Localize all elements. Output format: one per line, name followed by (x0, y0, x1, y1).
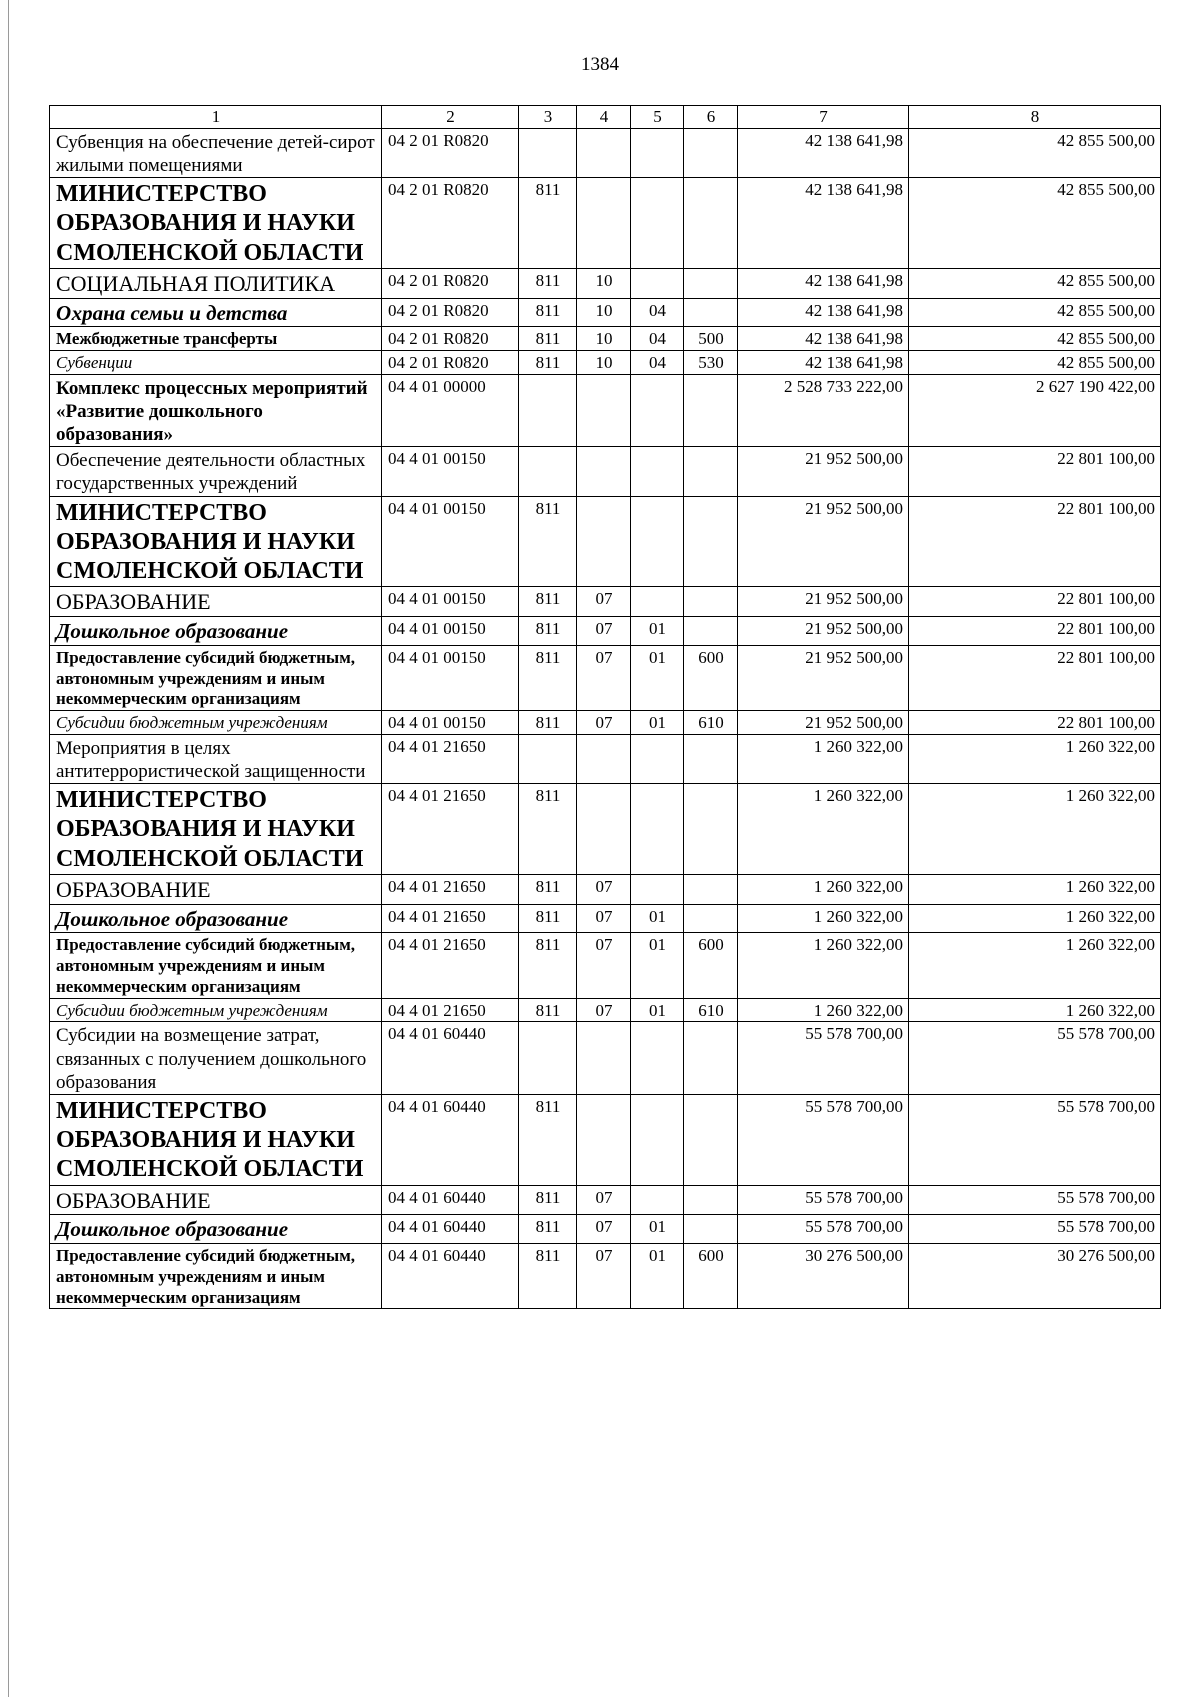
row-value7-cell: 21 952 500,00 (738, 447, 909, 496)
row-col3-cell: 811 (519, 784, 577, 875)
row-value8-cell: 42 855 500,00 (909, 351, 1161, 375)
row-col4-cell (577, 178, 631, 269)
row-value7-cell: 1 260 322,00 (738, 933, 909, 998)
row-value8-cell: 1 260 322,00 (909, 998, 1161, 1022)
table-row (50, 874, 1161, 904)
row-code-cell: 04 4 01 21650 (382, 874, 519, 904)
row-code-cell: 04 4 01 21650 (382, 784, 519, 875)
row-col3-cell: 811 (519, 587, 577, 617)
row-col4-cell: 07 (577, 587, 631, 617)
row-col6-cell: 530 (684, 351, 738, 375)
table-row (50, 327, 1161, 351)
row-value7-cell: 42 138 641,98 (738, 178, 909, 269)
table-row (50, 178, 1161, 269)
row-col5-cell (631, 587, 684, 617)
row-code-cell: 04 2 01 R0820 (382, 298, 519, 327)
row-col4-cell: 10 (577, 268, 631, 298)
row-value7-cell: 55 578 700,00 (738, 1185, 909, 1215)
row-value8-cell: 55 578 700,00 (909, 1022, 1161, 1095)
row-value8-cell: 22 801 100,00 (909, 587, 1161, 617)
row-name-cell: Субсидии на возмещение затрат, связанных с получением дошкольного образования (50, 1022, 382, 1095)
row-col6-cell (684, 1094, 738, 1185)
row-value7-cell: 42 138 641,98 (738, 268, 909, 298)
row-col3-cell (519, 374, 577, 447)
table-row (50, 617, 1161, 646)
row-value7-cell: 42 138 641,98 (738, 327, 909, 351)
table-row (50, 904, 1161, 933)
row-code-cell: 04 4 01 00150 (382, 711, 519, 735)
row-name-cell: Дошкольное образование (50, 904, 382, 933)
budget-table-body (50, 106, 1161, 1309)
row-col4-cell: 07 (577, 1185, 631, 1215)
row-code-cell: 04 2 01 R0820 (382, 128, 519, 177)
row-code-cell: 04 2 01 R0820 (382, 178, 519, 269)
row-col4-cell: 10 (577, 351, 631, 375)
row-value8-cell: 22 801 100,00 (909, 496, 1161, 587)
row-name-cell: ОБРАЗОВАНИЕ (50, 1185, 382, 1215)
table-row (50, 128, 1161, 177)
row-col5-cell: 01 (631, 998, 684, 1022)
row-code-cell: 04 4 01 00150 (382, 496, 519, 587)
table-row (50, 1022, 1161, 1095)
row-value8-cell: 22 801 100,00 (909, 711, 1161, 735)
row-col6-cell (684, 1185, 738, 1215)
table-row (50, 447, 1161, 496)
row-value7-cell: 21 952 500,00 (738, 496, 909, 587)
row-col5-cell: 04 (631, 298, 684, 327)
row-value7-cell: 1 260 322,00 (738, 874, 909, 904)
row-code-cell: 04 4 01 60440 (382, 1185, 519, 1215)
row-code-cell: 04 4 01 21650 (382, 904, 519, 933)
row-value7-cell: 2 528 733 222,00 (738, 374, 909, 447)
row-name-cell: МИНИСТЕРСТВО ОБРАЗОВАНИЯ И НАУКИ СМОЛЕНСКОЙ ОБЛАСТИ (50, 784, 382, 875)
row-col4-cell: 07 (577, 998, 631, 1022)
row-col6-cell (684, 784, 738, 875)
row-col4-cell: 07 (577, 874, 631, 904)
row-col5-cell (631, 1185, 684, 1215)
header-row (50, 106, 1161, 129)
row-value7-cell: 1 260 322,00 (738, 734, 909, 783)
row-col3-cell (519, 447, 577, 496)
row-col5-cell: 01 (631, 645, 684, 710)
row-name-cell: ОБРАЗОВАНИЕ (50, 587, 382, 617)
row-name-cell: Субвенции (50, 351, 382, 375)
row-col4-cell (577, 734, 631, 783)
row-name-cell: Субсидии бюджетным учреждениям (50, 998, 382, 1022)
row-col3-cell: 811 (519, 496, 577, 587)
row-name-cell: Обеспечение деятельности областных государственных учреждений (50, 447, 382, 496)
row-col6-cell: 600 (684, 645, 738, 710)
row-col4-cell: 07 (577, 1215, 631, 1244)
table-row (50, 351, 1161, 375)
row-col3-cell: 811 (519, 351, 577, 375)
header-col-5: 5 (631, 106, 684, 129)
row-value8-cell: 2 627 190 422,00 (909, 374, 1161, 447)
row-col6-cell (684, 617, 738, 646)
row-col3-cell: 811 (519, 1215, 577, 1244)
row-col6-cell: 600 (684, 933, 738, 998)
row-col4-cell (577, 784, 631, 875)
row-value8-cell: 1 260 322,00 (909, 933, 1161, 998)
row-value7-cell: 55 578 700,00 (738, 1022, 909, 1095)
row-value7-cell: 42 138 641,98 (738, 298, 909, 327)
row-name-cell: ОБРАЗОВАНИЕ (50, 874, 382, 904)
row-value7-cell: 55 578 700,00 (738, 1094, 909, 1185)
row-name-cell: МИНИСТЕРСТВО ОБРАЗОВАНИЯ И НАУКИ СМОЛЕНСКОЙ ОБЛАСТИ (50, 1094, 382, 1185)
row-col3-cell (519, 734, 577, 783)
row-value8-cell: 42 855 500,00 (909, 327, 1161, 351)
row-col6-cell (684, 734, 738, 783)
row-col4-cell: 07 (577, 645, 631, 710)
row-name-cell: СОЦИАЛЬНАЯ ПОЛИТИКА (50, 268, 382, 298)
row-col5-cell (631, 874, 684, 904)
row-value7-cell: 21 952 500,00 (738, 587, 909, 617)
row-col4-cell (577, 447, 631, 496)
row-name-cell: МИНИСТЕРСТВО ОБРАЗОВАНИЯ И НАУКИ СМОЛЕНСКОЙ ОБЛАСТИ (50, 178, 382, 269)
row-col5-cell (631, 1022, 684, 1095)
row-name-cell: Охрана семьи и детства (50, 298, 382, 327)
row-col6-cell: 610 (684, 711, 738, 735)
row-col5-cell: 01 (631, 711, 684, 735)
row-code-cell: 04 4 01 00150 (382, 645, 519, 710)
row-col3-cell: 811 (519, 711, 577, 735)
row-value8-cell: 55 578 700,00 (909, 1215, 1161, 1244)
header-col-1: 1 (50, 106, 382, 129)
budget-table (49, 105, 1161, 1309)
table-row (50, 784, 1161, 875)
row-name-cell: Дошкольное образование (50, 617, 382, 646)
row-code-cell: 04 4 01 00150 (382, 617, 519, 646)
row-col3-cell: 811 (519, 178, 577, 269)
row-name-cell: Комплекс процессных мероприятий «Развитие дошкольного образования» (50, 374, 382, 447)
header-col-8: 8 (909, 106, 1161, 129)
row-code-cell: 04 4 01 60440 (382, 1215, 519, 1244)
table-row (50, 374, 1161, 447)
table-row (50, 268, 1161, 298)
table-row (50, 645, 1161, 710)
row-col5-cell (631, 178, 684, 269)
row-value8-cell: 22 801 100,00 (909, 617, 1161, 646)
row-col6-cell (684, 374, 738, 447)
row-name-cell: Предоставление субсидий бюджетным, автономным учреждениям и иным некоммерческим организациям (50, 1244, 382, 1309)
header-col-7: 7 (738, 106, 909, 129)
row-col4-cell: 07 (577, 1244, 631, 1309)
row-col6-cell (684, 1022, 738, 1095)
row-value7-cell: 21 952 500,00 (738, 711, 909, 735)
row-code-cell: 04 4 01 60440 (382, 1094, 519, 1185)
page-number: 1384 (581, 54, 619, 75)
row-col3-cell: 811 (519, 327, 577, 351)
row-col3-cell: 811 (519, 617, 577, 646)
row-name-cell: Дошкольное образование (50, 1215, 382, 1244)
table-row (50, 587, 1161, 617)
table-row (50, 933, 1161, 998)
row-name-cell: Субсидии бюджетным учреждениям (50, 711, 382, 735)
row-col3-cell: 811 (519, 298, 577, 327)
row-col6-cell (684, 587, 738, 617)
row-value8-cell: 30 276 500,00 (909, 1244, 1161, 1309)
row-name-cell: Предоставление субсидий бюджетным, автономным учреждениям и иным некоммерческим организациям (50, 645, 382, 710)
row-col5-cell (631, 447, 684, 496)
row-col4-cell: 07 (577, 617, 631, 646)
row-col4-cell: 07 (577, 711, 631, 735)
header-col-6: 6 (684, 106, 738, 129)
row-code-cell: 04 2 01 R0820 (382, 268, 519, 298)
row-col3-cell: 811 (519, 904, 577, 933)
table-row (50, 496, 1161, 587)
row-col6-cell: 600 (684, 1244, 738, 1309)
row-col3-cell: 811 (519, 1185, 577, 1215)
row-name-cell: Субвенция на обеспечение детей-сирот жилыми помещениями (50, 128, 382, 177)
row-col3-cell (519, 1022, 577, 1095)
row-value7-cell: 30 276 500,00 (738, 1244, 909, 1309)
row-value7-cell: 42 138 641,98 (738, 128, 909, 177)
row-value7-cell: 42 138 641,98 (738, 351, 909, 375)
row-col3-cell: 811 (519, 645, 577, 710)
row-col6-cell (684, 178, 738, 269)
row-value8-cell: 1 260 322,00 (909, 874, 1161, 904)
row-col4-cell: 07 (577, 933, 631, 998)
row-col6-cell (684, 268, 738, 298)
row-code-cell: 04 4 01 00150 (382, 587, 519, 617)
row-col6-cell (684, 1215, 738, 1244)
row-col6-cell: 500 (684, 327, 738, 351)
row-col3-cell: 811 (519, 874, 577, 904)
row-col5-cell (631, 374, 684, 447)
row-name-cell: МИНИСТЕРСТВО ОБРАЗОВАНИЯ И НАУКИ СМОЛЕНСКОЙ ОБЛАСТИ (50, 496, 382, 587)
row-col5-cell (631, 1094, 684, 1185)
header-col-4: 4 (577, 106, 631, 129)
row-col6-cell (684, 904, 738, 933)
row-col5-cell: 04 (631, 351, 684, 375)
row-value8-cell: 55 578 700,00 (909, 1094, 1161, 1185)
row-value8-cell: 22 801 100,00 (909, 447, 1161, 496)
row-name-cell: Предоставление субсидий бюджетным, автономным учреждениям и иным некоммерческим организациям (50, 933, 382, 998)
row-col6-cell (684, 128, 738, 177)
row-code-cell: 04 4 01 21650 (382, 933, 519, 998)
row-col6-cell (684, 298, 738, 327)
header-col-2: 2 (382, 106, 519, 129)
row-col5-cell (631, 268, 684, 298)
table-row (50, 1094, 1161, 1185)
row-code-cell: 04 4 01 60440 (382, 1022, 519, 1095)
scan-edge-line (8, 0, 9, 1697)
row-col4-cell (577, 1094, 631, 1185)
row-value7-cell: 21 952 500,00 (738, 617, 909, 646)
row-col5-cell (631, 784, 684, 875)
row-col4-cell: 10 (577, 298, 631, 327)
row-value8-cell: 55 578 700,00 (909, 1185, 1161, 1215)
row-code-cell: 04 2 01 R0820 (382, 351, 519, 375)
row-col4-cell: 07 (577, 904, 631, 933)
row-col4-cell (577, 128, 631, 177)
row-value7-cell: 21 952 500,00 (738, 645, 909, 710)
table-row (50, 1185, 1161, 1215)
row-name-cell: Межбюджетные трансферты (50, 327, 382, 351)
table-row (50, 1215, 1161, 1244)
table-row (50, 298, 1161, 327)
row-col6-cell: 610 (684, 998, 738, 1022)
row-code-cell: 04 4 01 00150 (382, 447, 519, 496)
row-col5-cell: 01 (631, 1215, 684, 1244)
row-col4-cell (577, 374, 631, 447)
row-value7-cell: 1 260 322,00 (738, 998, 909, 1022)
row-value7-cell: 1 260 322,00 (738, 904, 909, 933)
row-col3-cell: 811 (519, 1094, 577, 1185)
row-col5-cell: 01 (631, 933, 684, 998)
row-col3-cell: 811 (519, 1244, 577, 1309)
row-code-cell: 04 4 01 21650 (382, 998, 519, 1022)
table-row (50, 998, 1161, 1022)
row-code-cell: 04 2 01 R0820 (382, 327, 519, 351)
row-col5-cell: 04 (631, 327, 684, 351)
table-row (50, 711, 1161, 735)
row-code-cell: 04 4 01 60440 (382, 1244, 519, 1309)
row-col5-cell (631, 734, 684, 783)
row-col4-cell: 10 (577, 327, 631, 351)
row-col5-cell: 01 (631, 1244, 684, 1309)
row-col5-cell (631, 496, 684, 587)
row-value8-cell: 22 801 100,00 (909, 645, 1161, 710)
row-col6-cell (684, 874, 738, 904)
row-value7-cell: 1 260 322,00 (738, 784, 909, 875)
row-value8-cell: 1 260 322,00 (909, 734, 1161, 783)
header-col-3: 3 (519, 106, 577, 129)
row-col6-cell (684, 496, 738, 587)
row-col5-cell (631, 128, 684, 177)
row-value8-cell: 42 855 500,00 (909, 128, 1161, 177)
row-col5-cell: 01 (631, 617, 684, 646)
row-col5-cell: 01 (631, 904, 684, 933)
row-code-cell: 04 4 01 00000 (382, 374, 519, 447)
row-col4-cell (577, 1022, 631, 1095)
row-name-cell: Мероприятия в целях антитеррористической защищенности (50, 734, 382, 783)
row-value8-cell: 42 855 500,00 (909, 178, 1161, 269)
row-col3-cell: 811 (519, 998, 577, 1022)
row-value8-cell: 1 260 322,00 (909, 784, 1161, 875)
row-code-cell: 04 4 01 21650 (382, 734, 519, 783)
row-col3-cell: 811 (519, 268, 577, 298)
row-col6-cell (684, 447, 738, 496)
table-row (50, 1244, 1161, 1309)
row-value8-cell: 42 855 500,00 (909, 268, 1161, 298)
row-col3-cell (519, 128, 577, 177)
row-col3-cell: 811 (519, 933, 577, 998)
row-col4-cell (577, 496, 631, 587)
row-value8-cell: 1 260 322,00 (909, 904, 1161, 933)
table-row (50, 734, 1161, 783)
row-value7-cell: 55 578 700,00 (738, 1215, 909, 1244)
row-value8-cell: 42 855 500,00 (909, 298, 1161, 327)
